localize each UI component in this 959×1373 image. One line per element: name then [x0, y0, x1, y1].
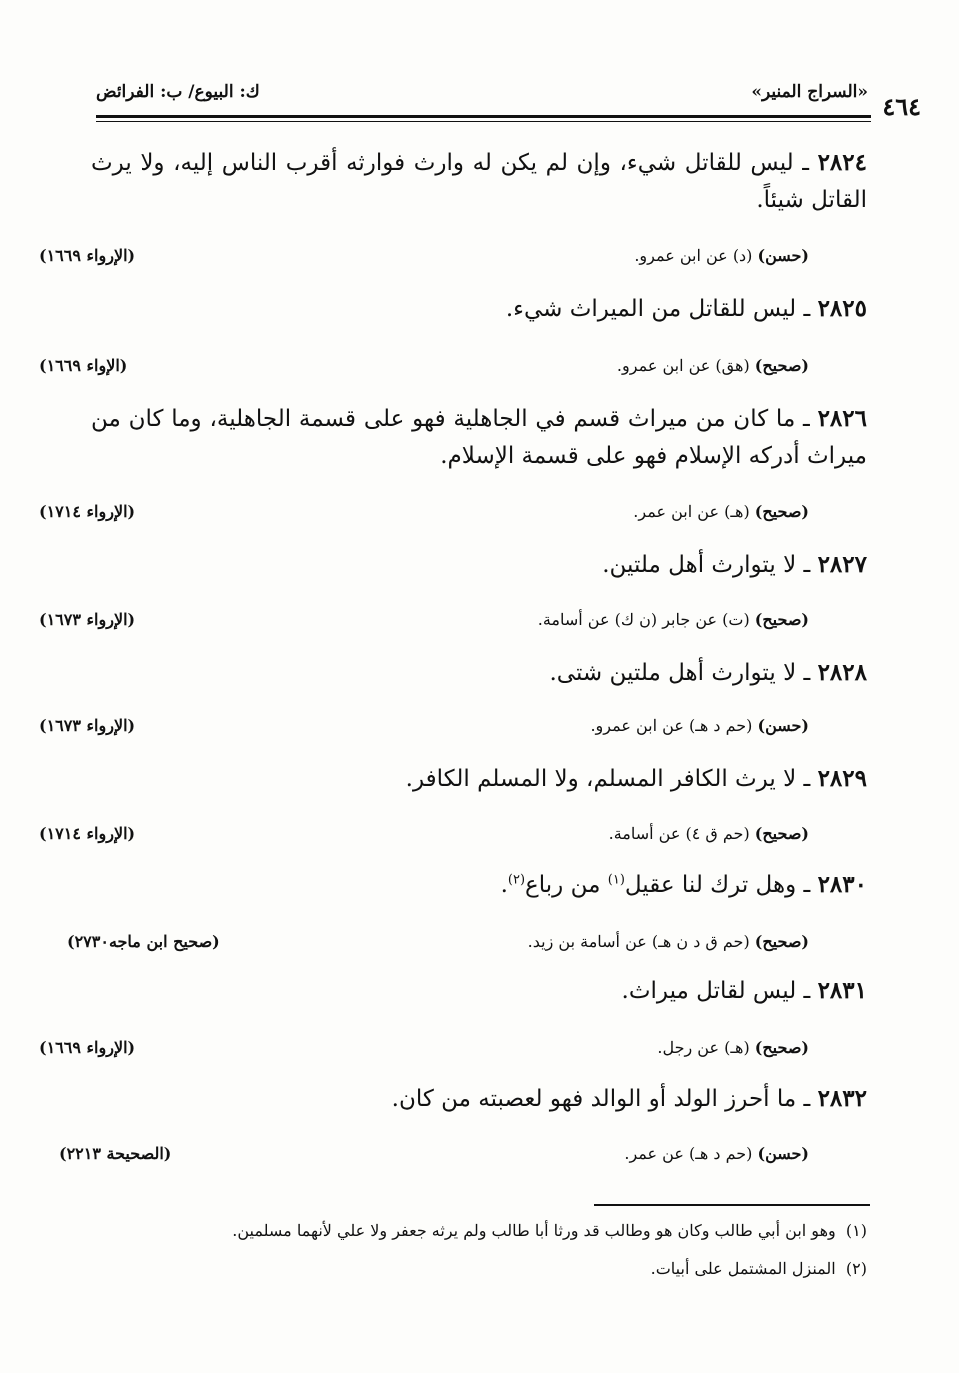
reference: (الإرواء ١٧١٤)	[39, 502, 136, 521]
footnote-text: وهو ابن أبي طالب وكان هو وطالب قد ورثا أبا طالب ولم يرثه جعفر ولا علي لأنهما مسلمين.	[232, 1221, 836, 1240]
footnote-ref[interactable]: (٢)	[507, 872, 526, 888]
hadith-meta	[39, 610, 809, 636]
source: (حم ق د ن هـ) عن أسامة بن زيد.	[527, 932, 750, 951]
hadith-meta	[59, 1144, 809, 1170]
hadith-body: ما أحرز الولد أو الوالد فهو لعصبته من كان.	[391, 1086, 797, 1112]
header-rule	[96, 115, 871, 118]
footnote-ref[interactable]: (١)	[607, 872, 625, 888]
hadith-body: وهل ترك لنا عقيل	[624, 872, 797, 898]
grade: (صحيح)	[754, 610, 809, 629]
dash: ـ	[796, 296, 818, 322]
reference: (الصحيحة ٢٢١٣)	[59, 1144, 172, 1163]
footnote-text: المنزل المشتمل على أبيات.	[650, 1259, 836, 1278]
chapter-title: ك: البيوع/ ب: الفرائض	[96, 82, 260, 102]
hadith-number: ٢٨٢٧	[817, 551, 867, 578]
grade-line	[624, 1144, 809, 1163]
hadith-meta	[67, 932, 809, 958]
source: (هـ) عن رجل.	[657, 1038, 750, 1057]
header-rule-thin	[96, 121, 871, 122]
hadith-text	[91, 866, 867, 904]
book-title: «السراج المنير»	[751, 82, 868, 102]
dash: ـ	[796, 978, 818, 1004]
dash: ـ	[795, 406, 818, 432]
hadith-number: ٢٨٢٥	[817, 295, 867, 322]
hadith-text	[91, 290, 867, 328]
hadith-text	[91, 546, 867, 584]
hadith-number: ٢٨٣٢	[817, 1085, 867, 1112]
hadith-number: ٢٨٢٩	[817, 765, 867, 792]
dash: ـ	[796, 660, 818, 686]
reference: (الإرواء ١٧١٤)	[39, 824, 136, 843]
dash: ـ	[796, 872, 818, 898]
hadith-text	[91, 1080, 867, 1118]
grade-line	[528, 932, 809, 951]
grade: (صحيح)	[754, 824, 809, 843]
hadith-meta	[39, 1038, 809, 1064]
footnote-mark: (١)	[845, 1221, 867, 1240]
hadith-body: لا يتوارث أهل ملتين.	[602, 552, 797, 578]
hadith-body: لا يرث الكافر المسلم، ولا المسلم الكافر.	[405, 766, 797, 792]
hadith-number: ٢٨٢٤	[817, 149, 867, 176]
hadith-number: ٢٨٢٨	[817, 659, 867, 686]
page-number: ٤٦٤	[882, 92, 921, 121]
source: (ت) عن جابر (ن ك) عن أسامة.	[537, 610, 750, 629]
source: (هـ) عن ابن عمر.	[633, 502, 750, 521]
hadith-meta	[39, 246, 809, 272]
dash: ـ	[796, 552, 818, 578]
hadith-body: من رباع	[525, 872, 608, 898]
footnote-rule	[594, 1204, 870, 1206]
hadith-body: ما كان من ميراث قسم في الجاهلية فهو على قسمة الجاهلية، وما كان من ميراث أدركه الإسلام فهو على قسمة الإسلام.	[91, 406, 867, 469]
grade-line	[617, 356, 809, 375]
hadith-body: ليس للقاتل من الميراث شيء.	[505, 296, 797, 322]
hadith-meta	[39, 356, 809, 382]
footnote	[87, 1218, 867, 1244]
grade-line	[538, 610, 809, 629]
source: (حم د هـ) عن عمر.	[624, 1144, 753, 1163]
dash: ـ	[796, 766, 818, 792]
grade: (حسن)	[757, 246, 809, 265]
dash: ـ	[796, 1086, 818, 1112]
reference: (الإرواء ١٦٦٩)	[39, 1038, 136, 1057]
grade: (حسن)	[757, 716, 809, 735]
grade: (صحيح)	[754, 932, 809, 951]
hadith-text	[91, 400, 867, 475]
source: (حم د هـ) عن ابن عمرو.	[590, 716, 753, 735]
grade-line	[609, 824, 809, 843]
grade: (صحيح)	[754, 502, 809, 521]
hadith-body: لا يتوارث أهل ملتين شتى.	[549, 660, 797, 686]
hadith-text	[91, 144, 867, 219]
hadith-body: .	[500, 872, 508, 898]
hadith-text	[91, 654, 867, 692]
grade: (صحيح)	[754, 1038, 809, 1057]
hadith-meta	[39, 824, 809, 850]
hadith-body: ليس لقاتل ميراث.	[621, 978, 797, 1004]
reference: (صحيح ابن ماجه٢٧٣٠)	[67, 932, 220, 951]
source: (د) عن ابن عمرو.	[634, 246, 753, 265]
hadith-body: ليس للقاتل شيء، وإن لم يكن له وارث فوارثه أقرب الناس إليه، ولا يرث القاتل شيئاً.	[91, 150, 867, 213]
grade-line	[634, 246, 809, 265]
reference: (الإواء ١٦٦٩)	[39, 356, 128, 375]
hadith-number: ٢٨٣١	[817, 977, 867, 1004]
reference: (الإرواء ١٦٧٣)	[39, 610, 136, 629]
footnote	[87, 1256, 867, 1282]
hadith-number: ٢٨٢٦	[817, 405, 867, 432]
grade: (حسن)	[757, 1144, 809, 1163]
hadith-number: ٢٨٣٠	[817, 871, 867, 898]
hadith-text	[91, 972, 867, 1010]
grade: (صحيح)	[754, 356, 809, 375]
footnote-mark: (٢)	[845, 1259, 867, 1278]
running-header	[96, 82, 868, 108]
grade-line	[590, 716, 809, 735]
dash: ـ	[793, 150, 818, 176]
reference: (الإرواء ١٦٧٣)	[39, 716, 136, 735]
source: (حم ق ٤) عن أسامة.	[608, 824, 750, 843]
source: (هق) عن ابن عمرو.	[616, 356, 750, 375]
grade-line	[657, 1038, 809, 1057]
reference: (الإرواء ١٦٦٩)	[39, 246, 136, 265]
hadith-meta	[39, 716, 809, 742]
hadith-text	[91, 760, 867, 798]
grade-line	[633, 502, 809, 521]
hadith-meta	[39, 502, 809, 528]
